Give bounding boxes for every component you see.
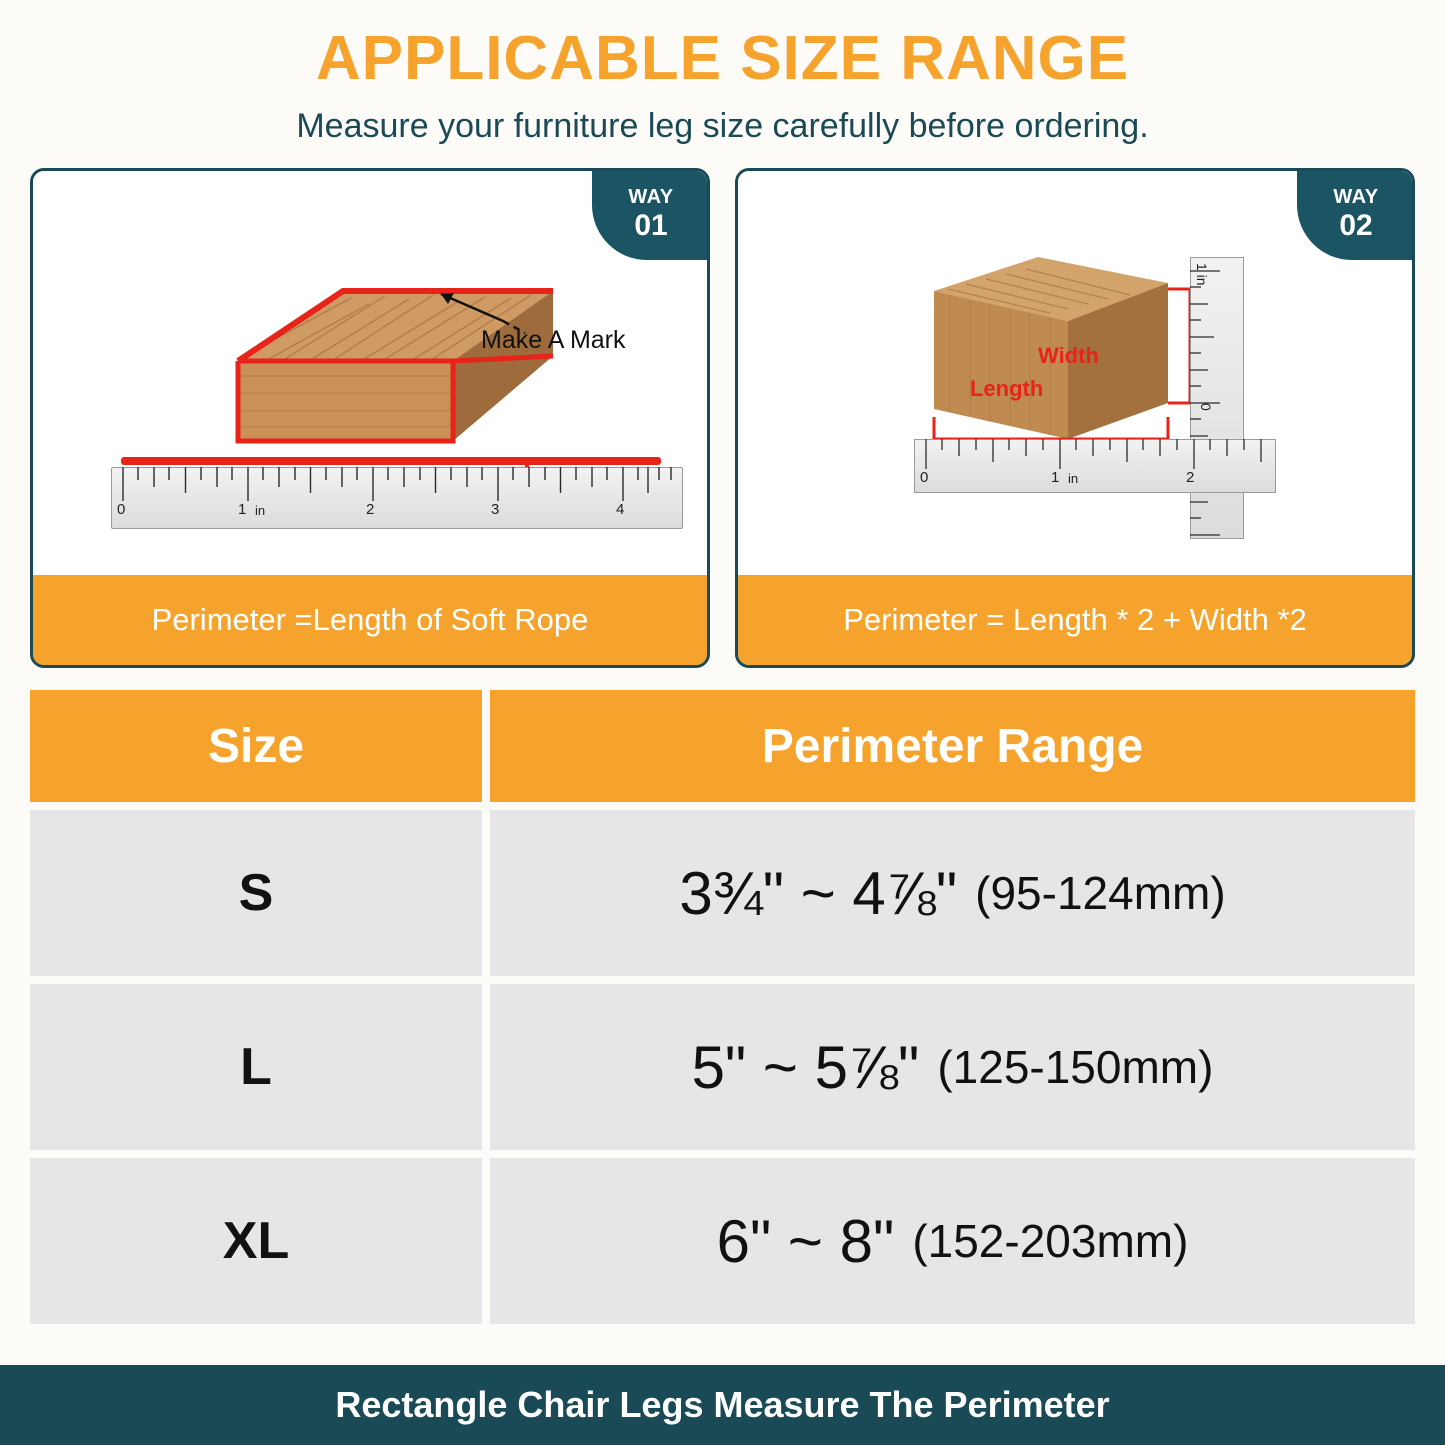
ruler-label-0: 0 [117,501,126,519]
way-02-diagram [738,171,1398,575]
way-02-card [735,168,1415,668]
page-title: APPLICABLE SIZE RANGE [315,24,1130,93]
way-01-badge-label: WAY [628,186,674,209]
way-01-caption: Perimeter =Length of Soft Rope [33,575,707,665]
ruler2-label-2: 2 [1186,469,1195,487]
ruler-label-4: 4 [616,501,625,519]
table-row [30,1158,1415,1324]
row-range-xl [490,1158,1415,1324]
footer-banner: Rectangle Chair Legs Measure The Perimeter [0,1365,1445,1445]
ruler-label-1: 1 [238,501,247,519]
row-inches-l: 5" ~ 5⅞" [691,1033,920,1101]
ruler-vertical-ticks [1190,257,1242,537]
row-size-s: S [30,810,482,976]
table-header-row [30,690,1415,802]
way-01-badge [592,168,710,260]
row-size-xl: XL [30,1158,482,1324]
ruler-horizontal-2-ticks [914,439,1274,491]
way-02-badge-number: 02 [1339,209,1373,243]
width-label: Width [1038,343,1099,369]
table-row [30,984,1415,1150]
row-inches-xl: 6" ~ 8" [716,1207,895,1275]
way-02-badge [1297,168,1415,260]
row-range-l [490,984,1415,1150]
ruler-ticks [111,467,681,527]
row-inches-s: 3¾" ~ 4⅞" [679,859,958,927]
size-table [0,668,1445,1324]
ruler-label-2: 2 [366,501,375,519]
way-02-badge-label: WAY [1333,186,1379,209]
ruler-vertical-label-0: 0 [1198,403,1214,411]
table-row [30,810,1415,976]
measure-methods [0,146,1445,668]
ruler2-label-1: 1 [1051,469,1060,487]
row-mm-s: (95-124mm) [975,867,1226,920]
ruler-vertical-label-1in: 1 in [1194,263,1210,286]
header-size: Size [30,690,482,802]
rope-line [121,457,661,465]
header-perimeter-range: Perimeter Range [490,690,1415,802]
page-subtitle: Measure your furniture leg size carefully before ordering. [296,107,1149,146]
ruler-label-in: in [255,503,266,519]
ruler-label-3: 3 [491,501,500,519]
row-mm-l: (125-150mm) [937,1041,1214,1094]
row-size-l: L [30,984,482,1150]
way-01-badge-number: 01 [634,209,668,243]
ruler2-label-0: 0 [920,469,929,487]
make-a-mark-label: Make A Mark [481,326,626,355]
way-01-card [30,168,710,668]
length-label: Length [970,376,1044,402]
row-range-s [490,810,1415,976]
ruler2-label-in: in [1068,471,1079,487]
row-mm-xl: (152-203mm) [912,1215,1189,1268]
way-02-caption: Perimeter = Length * 2 + Width *2 [738,575,1412,665]
